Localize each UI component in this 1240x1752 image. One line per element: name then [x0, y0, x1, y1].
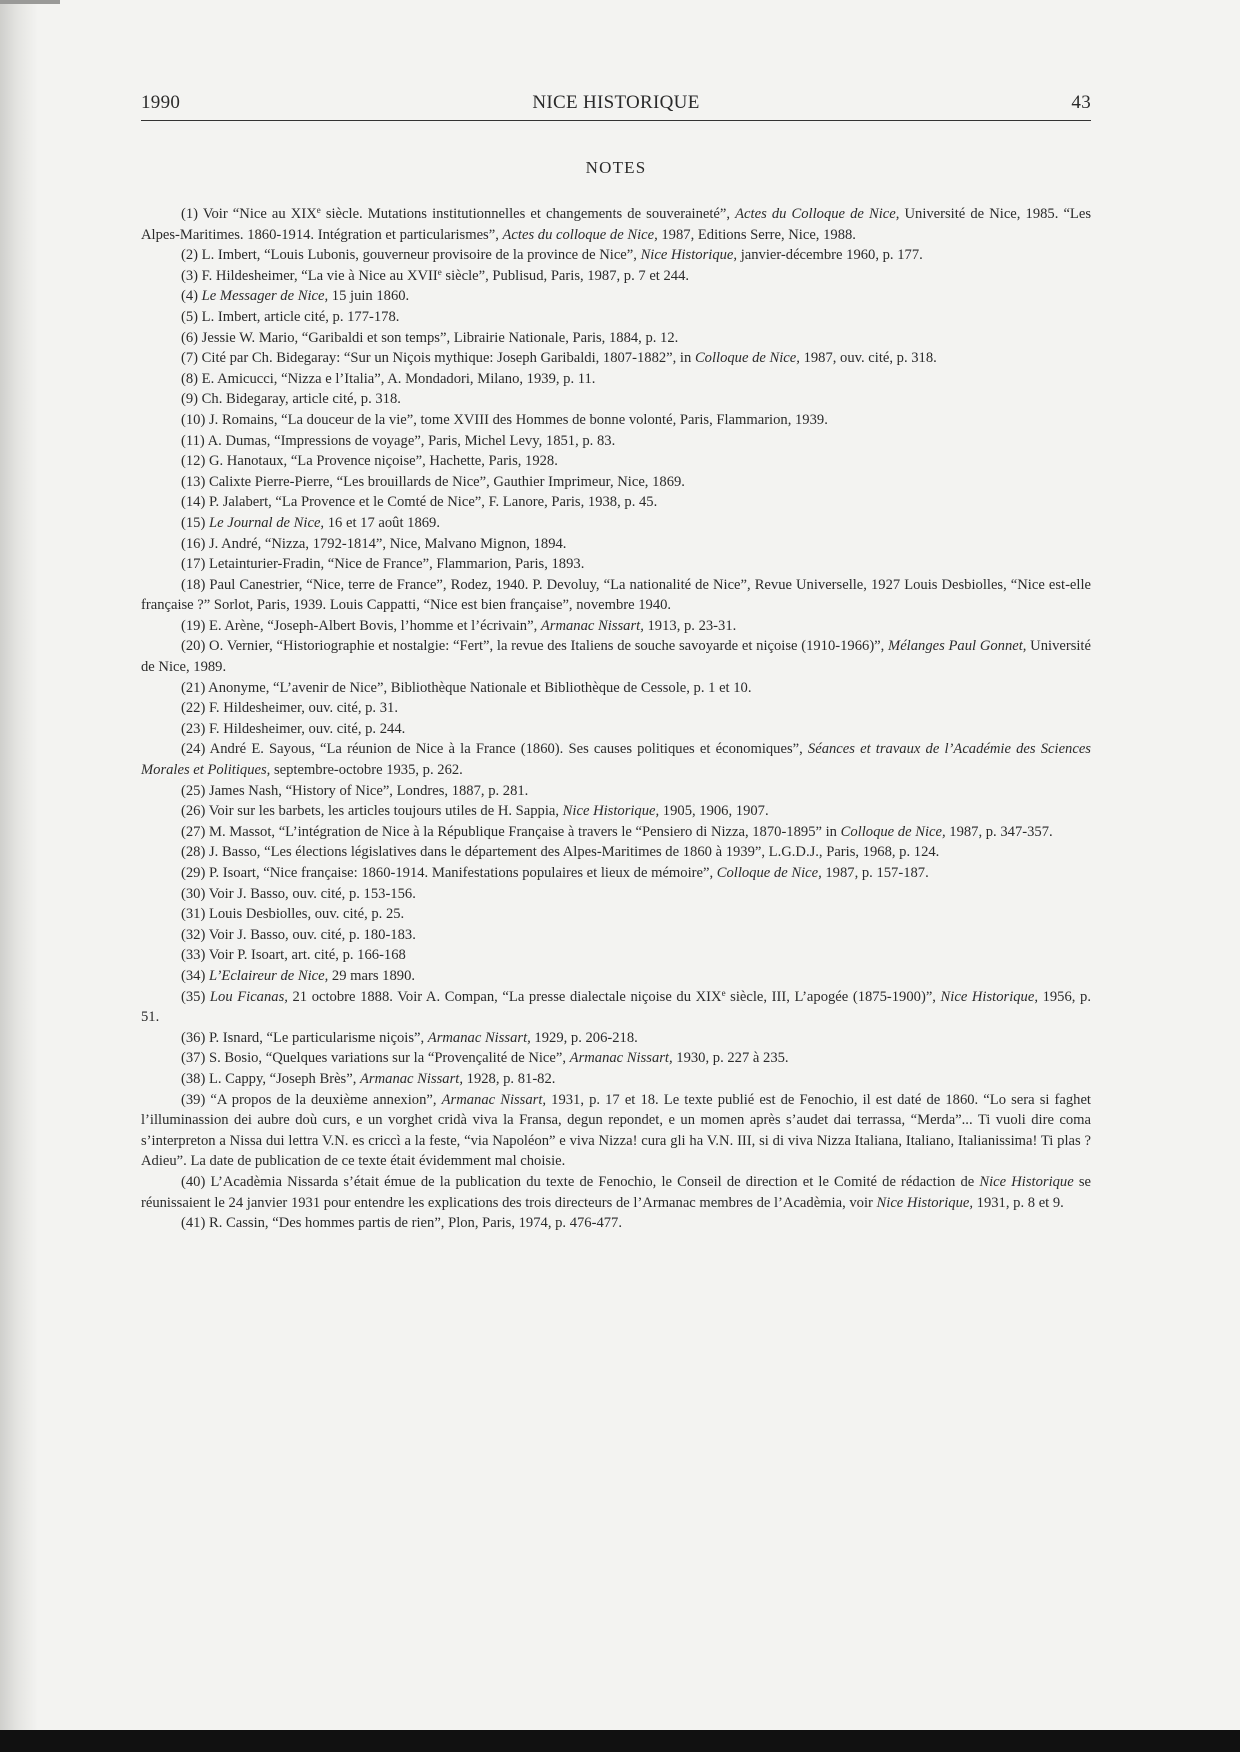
footnote-italic-text: Le Journal de Nice, — [208, 514, 325, 531]
footnote-italic-text: Mélanges Paul Gonnet, — [888, 638, 1027, 655]
footnote-3 — [141, 266, 1091, 287]
footnote-text: 1956, p. 51. — [141, 988, 1091, 1026]
footnote-text: (11) A. Dumas, “Impressions de voyage”, Paris, Michel Levy, 1851, p. 83. — [181, 432, 616, 449]
footnote-text: (38) L. Cappy, “Joseph Brès”, — [181, 1070, 361, 1087]
header-journal-title: NICE HISTORIQUE — [532, 92, 700, 113]
footnote-text: (36) P. Isnard, “Le particularisme niçois”, — [181, 1029, 428, 1046]
footnote-text: (2) L. Imbert, “Louis Lubonis, gouverneur provisoire de la province de Nice”, — [181, 247, 641, 264]
footnote-text: septembre-octobre 1935, p. 262. — [270, 762, 463, 779]
footnote-28 — [141, 842, 1091, 863]
footnote-26 — [141, 801, 1091, 822]
footnote-17 — [141, 554, 1091, 575]
footnote-superscript: e — [437, 266, 442, 277]
footnote-5 — [141, 307, 1091, 328]
footnote-text: siècle. Mutations institutionnelles et changements de souveraineté”, — [320, 206, 736, 222]
footnote-text: (15) — [181, 514, 209, 531]
footnote-superscript: e — [721, 987, 726, 998]
footnote-text: (32) Voir J. Basso, ouv. cité, p. 180-183. — [181, 926, 416, 943]
footnote-italic-text: Armanac Nissart, — [540, 617, 644, 634]
footnote-text: (1) Voir “Nice au XIX — [181, 206, 317, 222]
footnote-20 — [141, 636, 1091, 677]
footnote-superscript: e — [316, 205, 321, 215]
footnote-text: (25) James Nash, “History of Nice”, Londres, 1887, p. 281. — [181, 782, 529, 799]
footnote-10 — [141, 410, 1091, 431]
footnote-9 — [141, 389, 1091, 410]
page-gutter-shadow — [0, 0, 38, 1752]
footnote-27 — [141, 822, 1091, 843]
footnote-text: (26) Voir sur les barbets, les articles toujours utiles de H. Sappia, — [181, 803, 563, 820]
footnote-italic-text: L’Eclaireur de Nice, — [208, 967, 329, 984]
footnote-6 — [141, 328, 1091, 349]
footnote-40 — [141, 1172, 1091, 1213]
footnote-text: (41) R. Cassin, “Des hommes partis de rien”, Plon, Paris, 1974, p. 476-477. — [181, 1215, 623, 1232]
footnote-italic-text: Lou Ficanas, — [209, 988, 288, 1005]
footnote-text: janvier-décembre 1960, p. 177. — [737, 247, 923, 264]
footnote-15 — [141, 513, 1091, 534]
footnote-italic-text: Nice Historique, — [940, 988, 1038, 1005]
footnote-italic-text: Armanac Nissart, — [569, 1050, 673, 1067]
footnote-text: (9) Ch. Bidegaray, article cité, p. 318. — [181, 391, 401, 408]
footnote-text: (35) — [181, 988, 210, 1005]
footnote-39 — [141, 1090, 1091, 1172]
footnote-text: (40) L’Acadèmia Nissarda s’était émue de la publication du texte de Fenochio, le Conseil de direction et le Comité de rédaction de — [181, 1173, 980, 1190]
footnote-text: 1987, p. 157-187. — [821, 865, 929, 881]
footnote-text: (37) S. Bosio, “Quelques variations sur la “Provençalité de Nice”, — [181, 1050, 570, 1067]
footnote-text: (16) J. André, “Nizza, 1792-1814”, Nice, Malvano Mignon, 1894. — [181, 535, 567, 552]
header-page-number: 43 — [1071, 92, 1091, 113]
footnote-24 — [141, 739, 1091, 780]
footnote-text: (19) E. Arène, “Joseph-Albert Bovis, l’homme et l’écrivain”, — [181, 617, 541, 634]
footnote-2 — [141, 245, 1091, 266]
footnote-text: (18) Paul Canestrier, “Nice, terre de France”, Rodez, 1940. P. Devoluy, “La nationalité de Nice”, Revue Universelle, 1927 Louis Desbiolles, “Nice est-elle française ?” Sorlot, Paris, 1939. Louis Cappatti, “Nice est bien française”, novembre 1940. — [141, 576, 1091, 614]
footnote-text: (39) “A propos de la deuxième annexion”, — [181, 1091, 442, 1108]
footnote-35 — [141, 987, 1091, 1028]
footnote-italic-text: Nice Historique, — [640, 247, 738, 264]
footnote-31 — [141, 904, 1091, 925]
footnote-text: (14) P. Jalabert, “La Provence et le Comté de Nice”, F. Lanore, Paris, 1938, p. 45. — [181, 494, 658, 511]
footnote-text: (23) F. Hildesheimer, ouv. cité, p. 244. — [181, 720, 406, 737]
footnote-text: (4) — [181, 288, 202, 305]
footnote-text: 1930, p. 227 à 235. — [672, 1050, 789, 1067]
footnote-4 — [141, 286, 1091, 307]
footnote-25 — [141, 781, 1091, 802]
footnote-text: (8) E. Amicucci, “Nizza e l’Italia”, A. Mondadori, Milano, 1939, p. 11. — [181, 370, 596, 387]
footnote-text: 29 mars 1890. — [328, 967, 416, 984]
footnote-text: (22) F. Hildesheimer, ouv. cité, p. 31. — [181, 700, 398, 717]
footnote-41 — [141, 1213, 1091, 1234]
footnote-text: (5) L. Imbert, article cité, p. 177-178. — [181, 308, 400, 325]
footnote-italic-text: Colloque de Nice, — [716, 865, 822, 881]
footnote-text: 21 octobre 1888. Voir A. Compan, “La presse dialectale niçoise du XIX — [287, 988, 722, 1005]
header-year: 1990 — [141, 92, 181, 113]
footnote-18 — [141, 575, 1091, 616]
footnote-italic-text: Nice Historique, — [562, 803, 660, 820]
footnote-text: 1931, p. 8 et 9. — [973, 1194, 1064, 1211]
footnote-text: 16 et 17 août 1869. — [324, 514, 441, 531]
footnote-text: Université de Nice, 1989. — [141, 638, 1091, 676]
footnote-italic-text: Nice Historique, — [876, 1194, 974, 1211]
footnote-22 — [141, 698, 1091, 719]
footnote-text: (20) O. Vernier, “Historiographie et nostalgie: “Fert”, la revue des Italiens de souche savoyarde et niçoise (1910-1966)”, — [181, 638, 889, 655]
footnote-italic-text: Armanac Nissart, — [441, 1091, 547, 1108]
footnote-text: (6) Jessie W. Mario, “Garibaldi et son temps”, Librairie Nationale, Paris, 1884, p. 12. — [181, 329, 679, 346]
footnote-text: (29) P. Isoart, “Nice française: 1860-1914. Manifestations populaires et lieux de mémoire”, — [181, 865, 717, 881]
footnote-text: 1929, p. 206-218. — [530, 1029, 638, 1046]
footnote-30 — [141, 884, 1091, 905]
footnote-text: (17) Letainturier-Fradin, “Nice de France”, Flammarion, Paris, 1893. — [181, 556, 585, 573]
scan-bottom-band — [0, 1730, 1240, 1752]
footnote-text: (34) — [181, 967, 209, 984]
footnote-italic-text: Le Messager de Nice, — [201, 288, 329, 305]
footnote-14 — [141, 492, 1091, 513]
footnote-37 — [141, 1048, 1091, 1069]
footnote-text: (27) M. Massot, “L’intégration de Nice à la République Française à travers le “Pensiero di Nizza, 1870-1895” in — [181, 823, 841, 840]
scan-mark — [0, 0, 60, 4]
footnote-7 — [141, 348, 1091, 369]
footnote-italic-text: Nice Historique — [979, 1173, 1074, 1190]
footnote-text: (12) G. Hanotaux, “La Provence niçoise”, Hachette, Paris, 1928. — [181, 453, 558, 470]
footnote-text: 1987, Editions Serre, Nice, 1988. — [657, 226, 856, 243]
footnote-text: 1928, p. 81-82. — [463, 1070, 556, 1087]
footnote-8 — [141, 369, 1091, 390]
footnote-italic-text: Séances et travaux de l’Académie des Sciences Morales et Politiques, — [141, 741, 1091, 779]
running-header — [141, 92, 1091, 121]
footnote-text: (3) F. Hildesheimer, “La vie à Nice au XVII — [181, 267, 438, 284]
notes-list — [141, 204, 1091, 1234]
footnote-33 — [141, 945, 1091, 966]
footnote-italic-text: Actes du Colloque de Nice, — [735, 206, 900, 222]
footnote-32 — [141, 925, 1091, 946]
footnote-36 — [141, 1028, 1091, 1049]
footnote-text: (7) Cité par Ch. Bidegaray: “Sur un Niçois mythique: Joseph Garibaldi, 1807-1882”, in — [181, 350, 695, 367]
footnote-text: se réunissaient le 24 janvier 1931 pour entendre les explications des trois directeurs de l’Armanac membres de l’Acadèmia, voir — [141, 1173, 1091, 1211]
footnote-text: (10) J. Romains, “La douceur de la vie”, tome XVIII des Hommes de bonne volonté, Paris, Flammarion, 1939. — [181, 411, 828, 428]
footnote-text: (30) Voir J. Basso, ouv. cité, p. 153-156. — [181, 885, 416, 902]
footnote-text: 1905, 1906, 1907. — [659, 803, 769, 820]
footnote-text: (28) J. Basso, “Les élections législatives dans le département des Alpes-Maritimes de 1860 à 1939”, L.G.D.J., Paris, 1968, p. 124. — [181, 844, 940, 861]
footnote-19 — [141, 616, 1091, 637]
footnote-23 — [141, 719, 1091, 740]
footnote-1 — [141, 204, 1091, 245]
footnote-13 — [141, 472, 1091, 493]
footnote-italic-text: Actes du colloque de Nice, — [502, 226, 658, 243]
footnote-italic-text: Armanac Nissart, — [360, 1070, 463, 1087]
footnote-29 — [141, 863, 1091, 884]
footnote-text: (31) Louis Desbiolles, ouv. cité, p. 25. — [181, 906, 405, 923]
footnote-italic-text: Colloque de Nice, — [694, 350, 800, 367]
footnote-12 — [141, 451, 1091, 472]
footnote-21 — [141, 678, 1091, 699]
footnote-italic-text: Armanac Nissart, — [427, 1029, 531, 1046]
footnote-11 — [141, 431, 1091, 452]
footnote-16 — [141, 534, 1091, 555]
footnote-text: 1913, p. 23-31. — [643, 617, 737, 634]
footnote-text: (33) Voir P. Isoart, art. cité, p. 166-168 — [181, 947, 406, 964]
footnote-34 — [141, 966, 1091, 987]
footnote-text: 1931, p. 17 et 18. Le texte publié est de Fenochio, il est daté de 1860. “Lo sera si faghet l’illuminassion dei aubre doù curs, e un vorghet cridà viva la Fransa, degun repondet, e un momen après s’audet dai terrassa, “Merda”... Ti vuoli dire coma s’interpreton a Nissa dui lettra V.N. es criccì a la feste, “via Napoléon” e viva Nizza! cura gli ha V.N. III, si di viva Nizza Italiana, Italiano, Italianissima! Ti plas ? Adieu”. La date de publication de ce texte était évidemment mal choisie. — [141, 1091, 1091, 1170]
footnote-text: 15 juin 1860. — [328, 288, 410, 305]
footnote-text: 1987, ouv. cité, p. 318. — [799, 350, 937, 367]
footnote-38 — [141, 1069, 1091, 1090]
footnote-text: (13) Calixte Pierre-Pierre, “Les brouillards de Nice”, Gauthier Imprimeur, Nice, 1869. — [181, 473, 685, 490]
section-title: NOTES — [585, 158, 647, 177]
footnote-italic-text: Colloque de Nice, — [840, 823, 946, 840]
footnote-text: 1987, p. 347-357. — [945, 823, 1053, 840]
footnote-text: (24) André E. Sayous, “La réunion de Nice à la France (1860). Ses causes politiques et économiques”, — [181, 741, 808, 758]
footnote-text: (21) Anonyme, “L’avenir de Nice”, Bibliothèque Nationale et Bibliothèque de Cessole, p. 1 et 10. — [181, 679, 752, 696]
footnote-text: siècle, III, L’apogée (1875-1900)”, — [725, 988, 941, 1005]
footnote-text: siècle”, Publisud, Paris, 1987, p. 7 et 244. — [441, 267, 690, 284]
footnote-text: Université de Nice, 1985. “Les Alpes-Maritimes. 1860-1914. Intégration et particularismes”, — [141, 206, 1092, 243]
